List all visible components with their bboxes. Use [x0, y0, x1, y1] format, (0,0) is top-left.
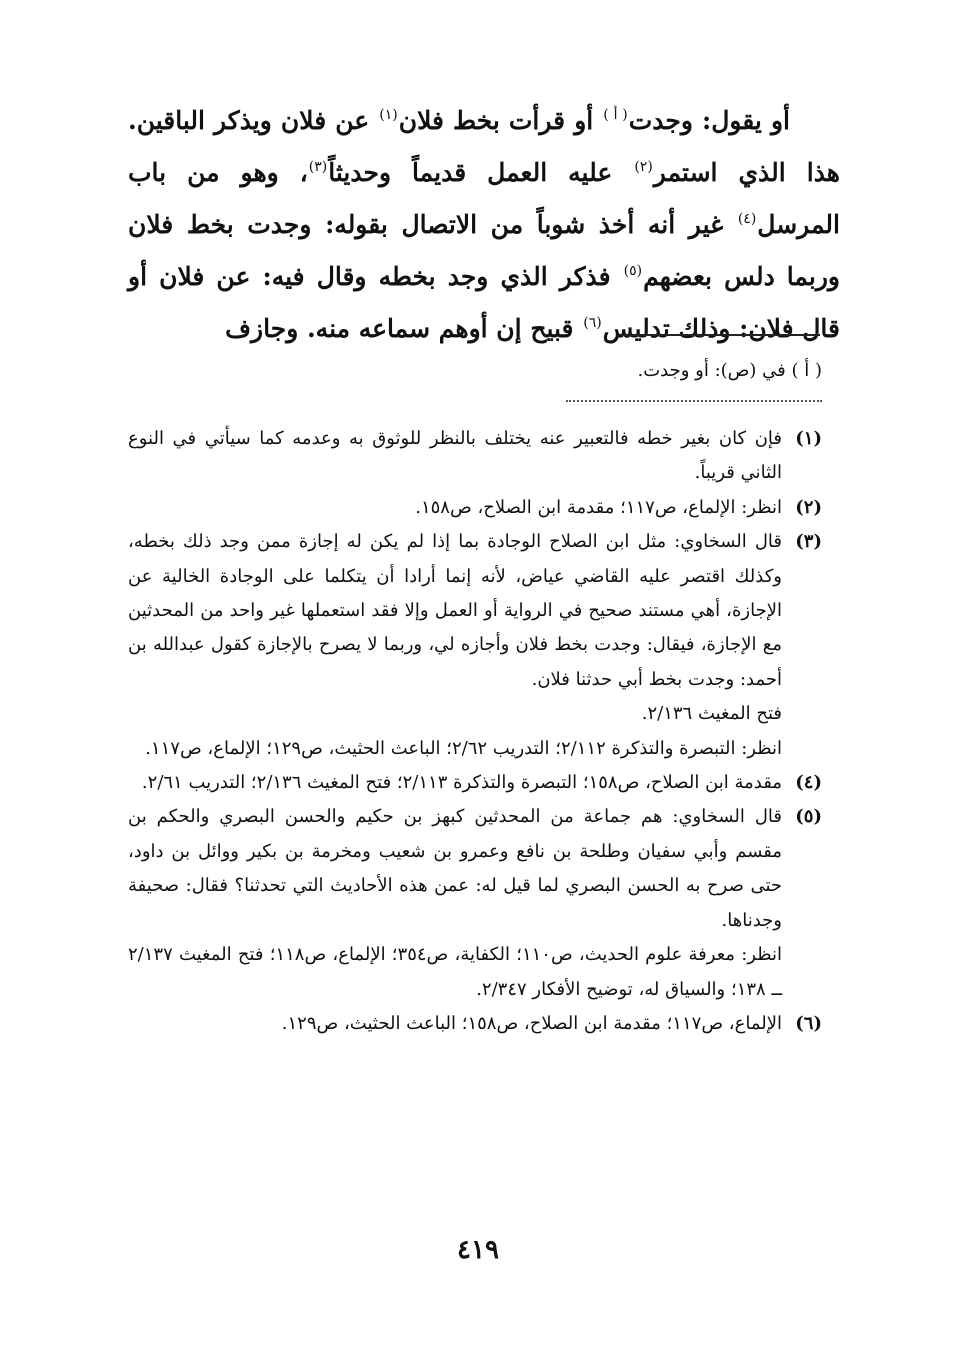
note-ref-a: ( أ ): [603, 107, 628, 123]
footnote-text: انظر: الإلماع، ص١١٧؛ مقدمة ابن الصلاح، ص١٥٨.: [415, 496, 782, 518]
footnote-text: الإلماع، ص١١٧؛ مقدمة ابن الصلاح، ص١٥٨؛ الباعث الحثيث، ص١٢٩.: [281, 1012, 782, 1034]
footnote-body: [128, 422, 782, 491]
footnote-body: [128, 1007, 782, 1041]
footnote-number: (٢): [795, 496, 822, 518]
text-segment: عن فلان ويذكر الباقين. هذا الذي استمر: [128, 106, 840, 187]
text-segment: أو يقول: وجدت: [628, 106, 790, 135]
text-segment: عليه العمل قديماً وحديثاً: [328, 158, 613, 187]
footnote-body: [128, 766, 782, 800]
footnote-number: (٦): [795, 1012, 822, 1034]
footnote-text: انظر: معرفة علوم الحديث، ص١١٠؛ الكفاية، ص٣٥٤؛ الإلماع، ص١١٨؛ فتح المغيث ٢/١٣٧ ــ ١٣٨؛ والسياق له، توضيح الأفكار ٢/٣٤٧.: [128, 944, 783, 1000]
footnote-1: [128, 422, 822, 491]
footnote-5: [128, 800, 822, 1006]
page-number: ٤١٩: [457, 1235, 499, 1265]
dotted-separator: [566, 400, 822, 402]
text-segment: ، وهو من باب المرسل: [128, 158, 840, 239]
note-ref-1: (١): [379, 107, 398, 123]
text-segment: فذكر الذي وجد بخطه وقال فيه: عن فلان أو قال فلان: وذلك تدليس: [128, 262, 840, 343]
text-segment: أو قرأت بخط فلان: [398, 106, 594, 135]
footnote-number: (٣): [795, 531, 822, 553]
note-ref-6: (٦): [583, 315, 602, 331]
footnote-text: مقدمة ابن الصلاح، ص١٥٨؛ التبصرة والتذكرة ٢/١١٣؛ فتح المغيث ٢/١٣٦؛ التدريب ٢/٦١.: [141, 772, 782, 794]
footnote-2: [128, 491, 822, 525]
footnote-number: (١): [795, 428, 822, 449]
footnote-6: [128, 1007, 822, 1041]
variant-footnote: ( أ ) في (ص): أو وجدت.: [637, 360, 822, 381]
footnote-body: [128, 525, 782, 766]
footnote-text: قال السخاوي: هم جماعة من المحدثين كبهز بن حكيم والحسن البصري والحكم بن مقسم وأبي سفيان وطلحة بن نافع وعمرو بن شعيب ومخرمة بن بكير ووائل بن داود، حتى صرح به الحسن البصري لما قيل له: عمن هذه الأحاديث التي تحدثنا؟ فقال: صحيفة وجدناها.: [128, 806, 782, 931]
main-text: [128, 92, 840, 352]
note-ref-3: (٣): [308, 159, 328, 175]
footnote-3: [128, 525, 822, 766]
footnotes-list: [128, 422, 822, 1041]
note-ref-5: (٥): [623, 263, 643, 279]
text-segment: غير أنه أخذ شوباً من الاتصال بقوله: وجدت بخط فلان وربما دلس بعضهم: [128, 210, 840, 291]
footnote-body: [128, 491, 782, 525]
footnote-separator: [620, 334, 820, 336]
footnote-text: فتح المغيث ٢/١٣٦.: [641, 703, 782, 725]
footnote-text: انظر: التبصرة والتذكرة ٢/١١٢؛ التدريب ٢/٦٢؛ الباعث الحثيث، ص١٢٩؛ الإلماع، ص١١٧.: [145, 737, 782, 759]
footnote-text: قال السخاوي: مثل ابن الصلاح الوجادة بما إذا لم يكن له إجازة ممن وجد ذلك بخطه، وكذلك اقتصر عليه القاضي عياض، لأنه إنما أرادا أن يتكلما على الوجادة الخالية عن الإجازة، أهي مستند صحيح في الرواية أو العمل وإلا فقد استعملها غير واحد من المحدثين مع الإجازة، فيقال: وجدت بخط فلان وأجازه لي، وربما لا يصرح بالإجازة كقول عبدالله بن أحمد: وجدت بخط أبي حدثنا فلان.: [128, 531, 782, 690]
note-ref-2: (٢): [634, 159, 653, 175]
footnote-text: فإن كان بغير خطه فالتعبير عنه يختلف بالنظر للوثوق به وعدمه كما سيأتي في النوع الثاني قريباً.: [128, 428, 782, 484]
footnote-number: (٥): [795, 806, 822, 828]
main-paragraph: [128, 92, 840, 352]
note-ref-4: (٤): [737, 211, 757, 227]
footnote-4: [128, 766, 822, 800]
footnote-body: [128, 800, 782, 1006]
text-segment: قبيح إن أوهم سماعه منه. وجازف: [225, 314, 574, 343]
footnote-number: (٤): [795, 772, 822, 794]
